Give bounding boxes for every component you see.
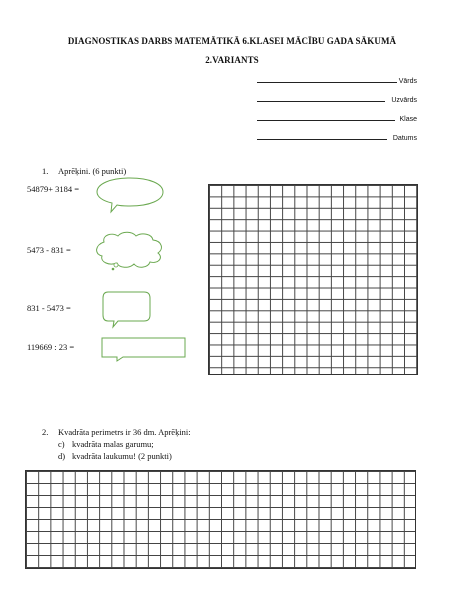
expression-2: 5473 - 831 = xyxy=(27,245,71,255)
answer-bubble-rect[interactable] xyxy=(101,337,187,363)
work-grid-1[interactable] xyxy=(208,184,418,375)
surname-label: Uzvārds xyxy=(391,97,417,104)
date-line xyxy=(257,139,387,140)
task2-number: 2. xyxy=(42,427,49,437)
answer-bubble-oval[interactable] xyxy=(95,176,165,214)
expression-4: 119669 : 23 = xyxy=(27,342,75,352)
page-title: DIAGNOSTIKAS DARBS MATEMĀTIKĀ 6.KLASEI MĀCĪBU GADA SĀKUMĀ xyxy=(67,36,397,46)
surname-line xyxy=(257,101,385,102)
task2-item-c-letter: c) xyxy=(58,439,65,449)
name-label: Vārds xyxy=(398,78,417,85)
answer-bubble-rounded[interactable] xyxy=(102,291,152,329)
expression-3: 831 - 5473 = xyxy=(27,303,71,313)
class-label: Klase xyxy=(399,116,417,123)
work-grid-2[interactable] xyxy=(25,470,416,569)
task2-heading: Kvadrāta perimetrs ir 36 dm. Aprēķini: xyxy=(58,427,191,437)
name-line xyxy=(257,82,397,83)
class-line xyxy=(257,120,395,121)
class-field[interactable] xyxy=(257,111,417,123)
task2-item-c-text: kvadrāta malas garumu; xyxy=(72,439,154,449)
task2-item-d-text: kvadrāta laukumu! (2 punkti) xyxy=(72,451,172,461)
variant-label: 2.VARIANTS xyxy=(205,55,259,65)
task1-heading: Aprēķini. (6 punkti) xyxy=(58,166,127,176)
surname-field[interactable] xyxy=(257,92,417,104)
task1-number: 1. xyxy=(42,166,49,176)
expression-1: 54879+ 3184 = xyxy=(27,184,80,194)
task2-item-d-letter: d) xyxy=(58,451,66,461)
answer-bubble-cloud[interactable] xyxy=(92,230,168,272)
date-label: Datums xyxy=(392,135,417,142)
name-field[interactable] xyxy=(257,73,417,85)
date-field[interactable] xyxy=(257,130,417,142)
